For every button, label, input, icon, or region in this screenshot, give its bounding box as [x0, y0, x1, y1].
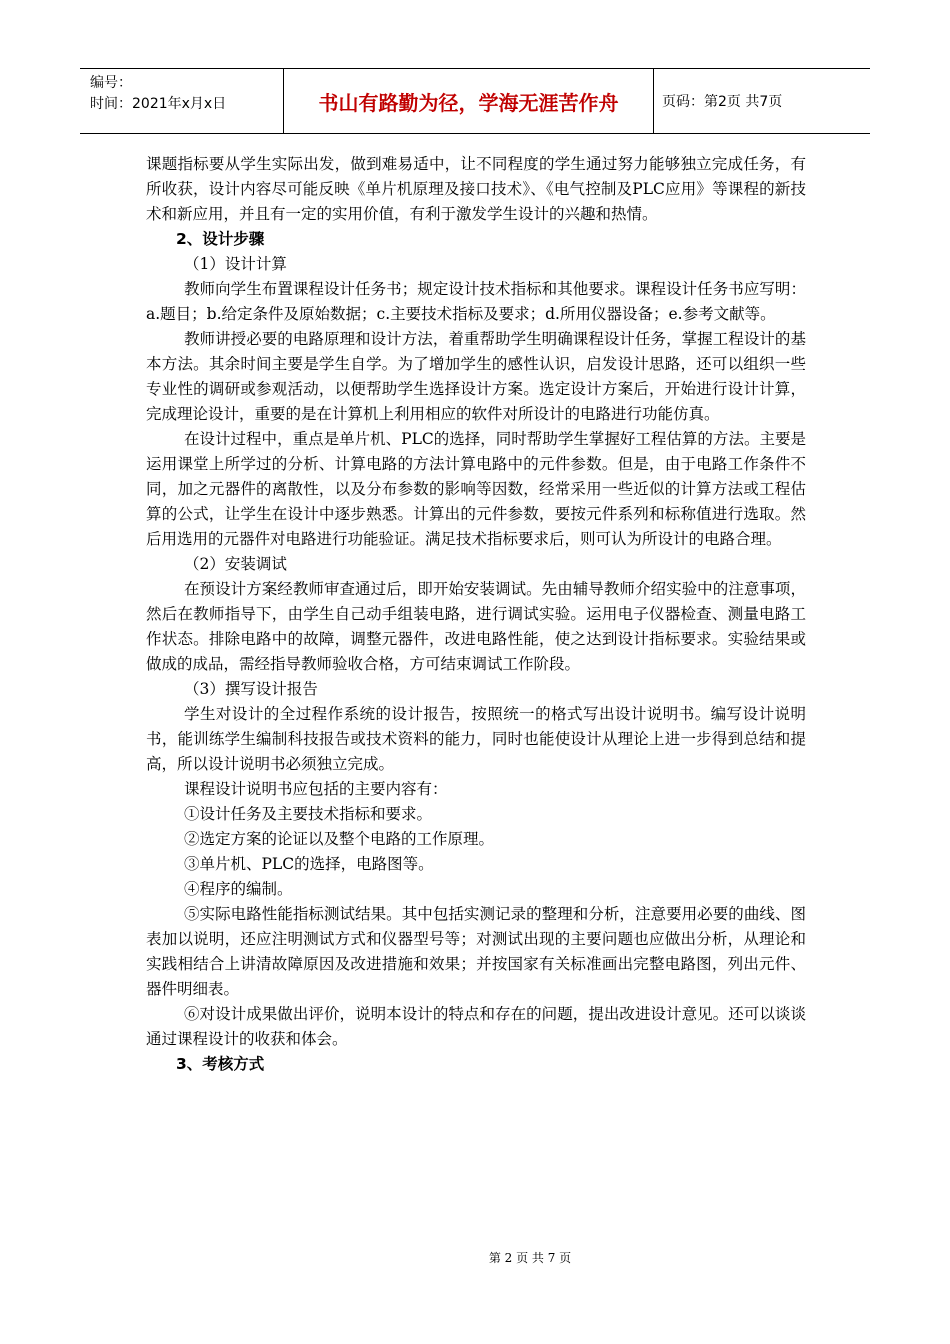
list-item: ⑥对设计成果做出评价，说明本设计的特点和存在的问题，提出改进设计意见。还可以谈谈通过课程设计的收获和体会。 [146, 1005, 806, 1048]
header-page-info: 页码：第2页 共7页 [662, 94, 783, 110]
page-header [80, 68, 870, 134]
list-item: ②选定方案的论证以及整个电路的工作原理。 [184, 830, 495, 848]
subsection-heading: （2）安装调试 [184, 555, 287, 573]
paragraph: 学生对设计的全过程作系统的设计报告，按照统一的格式写出设计说明书。编写设计说明书，能训练学生编制科技报告或技术资料的能力，同时也能使设计从理论上进一步得到总结和提高，所以设计说明书必须独立完成。 [146, 705, 806, 773]
document-number-label: 编号： [90, 75, 132, 91]
paragraph: 在设计过程中，重点是单片机、PLC的选择，同时帮助学生掌握好工程估算的方法。主要是运用课堂上所学过的分析、计算电路的方法计算电路中的元件参数。但是，由于电路工作条件不同，加之元器件的离散性，以及分布参数的影响等因数，经常采用一些近似的计算方法或工程估算的公式，让学生在设计中逐步熟悉。计算出的元件参数，要按元件系列和标称值进行选取。然后用选用的元器件对电路进行功能验证。满足技术指标要求后，则可认为所设计的电路合理。 [146, 430, 806, 548]
paragraph: 在预设计方案经教师审查通过后，即开始安装调试。先由辅导教师介绍实验中的注意事项，然后在教师指导下，由学生自己动手组装电路，进行调试实验。运用电子仪器检查、测量电路工作状态。排除电路中的故障，调整元器件，改进电路性能，使之达到设计指标要求。实验结果或做成的成品，需经指导教师验收合格，方可结束调试工作阶段。 [146, 580, 806, 673]
list-item: ③单片机、PLC的选择，电路图等。 [184, 855, 434, 873]
subsection-heading: （1）设计计算 [184, 255, 287, 273]
subsection-heading: （3）撰写设计报告 [184, 680, 318, 698]
header-left-cell [80, 69, 284, 133]
list-item: ④程序的编制。 [184, 880, 293, 898]
page-footer: 第 2 页 共 7 页 [488, 1251, 572, 1265]
paragraph: 课程设计说明书应包括的主要内容有： [184, 780, 448, 798]
paragraph: 课题指标要从学生实际出发，做到难易适中，让不同程度的学生通过努力能够独立完成任务，有所收获，设计内容尽可能反映《单片机原理及接口技术》、《电气控制及PLC应用》等课程的新技术和新应用，并且有一定的实用价值，有利于激发学生设计的兴趣和热情。 [146, 155, 806, 223]
paragraph: 教师讲授必要的电路原理和设计方法，着重帮助学生明确课程设计任务，掌握工程设计的基本方法。其余时间主要是学生自学。为了增加学生的感性认识，启发设计思路，还可以组织一些专业性的调研或参观活动，以便帮助学生选择设计方案。选定设计方案后，开始进行设计计算，完成理论设计，重要的是在计算机上利用相应的软件对所设计的电路进行功能仿真。 [146, 330, 806, 423]
section-heading-design-steps: 2、设计步骤 [176, 230, 265, 248]
header-motto: 书山有路勤为径，学海无涯苦作舟 [284, 69, 654, 133]
section-heading-assessment: 3、考核方式 [176, 1055, 265, 1073]
document-body [146, 152, 806, 1077]
paragraph: 教师向学生布置课程设计任务书；规定设计技术指标和其他要求。课程设计任务书应写明：a.题目；b.给定条件及原始数据；c.主要技术指标及要求；d.所用仪器设备；e.参考文献等。 [146, 280, 806, 323]
list-item: ①设计任务及主要技术指标和要求。 [184, 805, 433, 823]
document-time-label: 时间：2021年x月x日 [90, 96, 227, 112]
list-item: ⑤实际电路性能指标测试结果。其中包括实测记录的整理和分析，注意要用必要的曲线、图表加以说明，还应注明测试方式和仪器型号等；对测试出现的主要问题也应做出分析，从理论和实践相结合上讲清故障原因及改进措施和效果；并按国家有关标准画出完整电路图，列出元件、器件明细表。 [146, 905, 806, 998]
